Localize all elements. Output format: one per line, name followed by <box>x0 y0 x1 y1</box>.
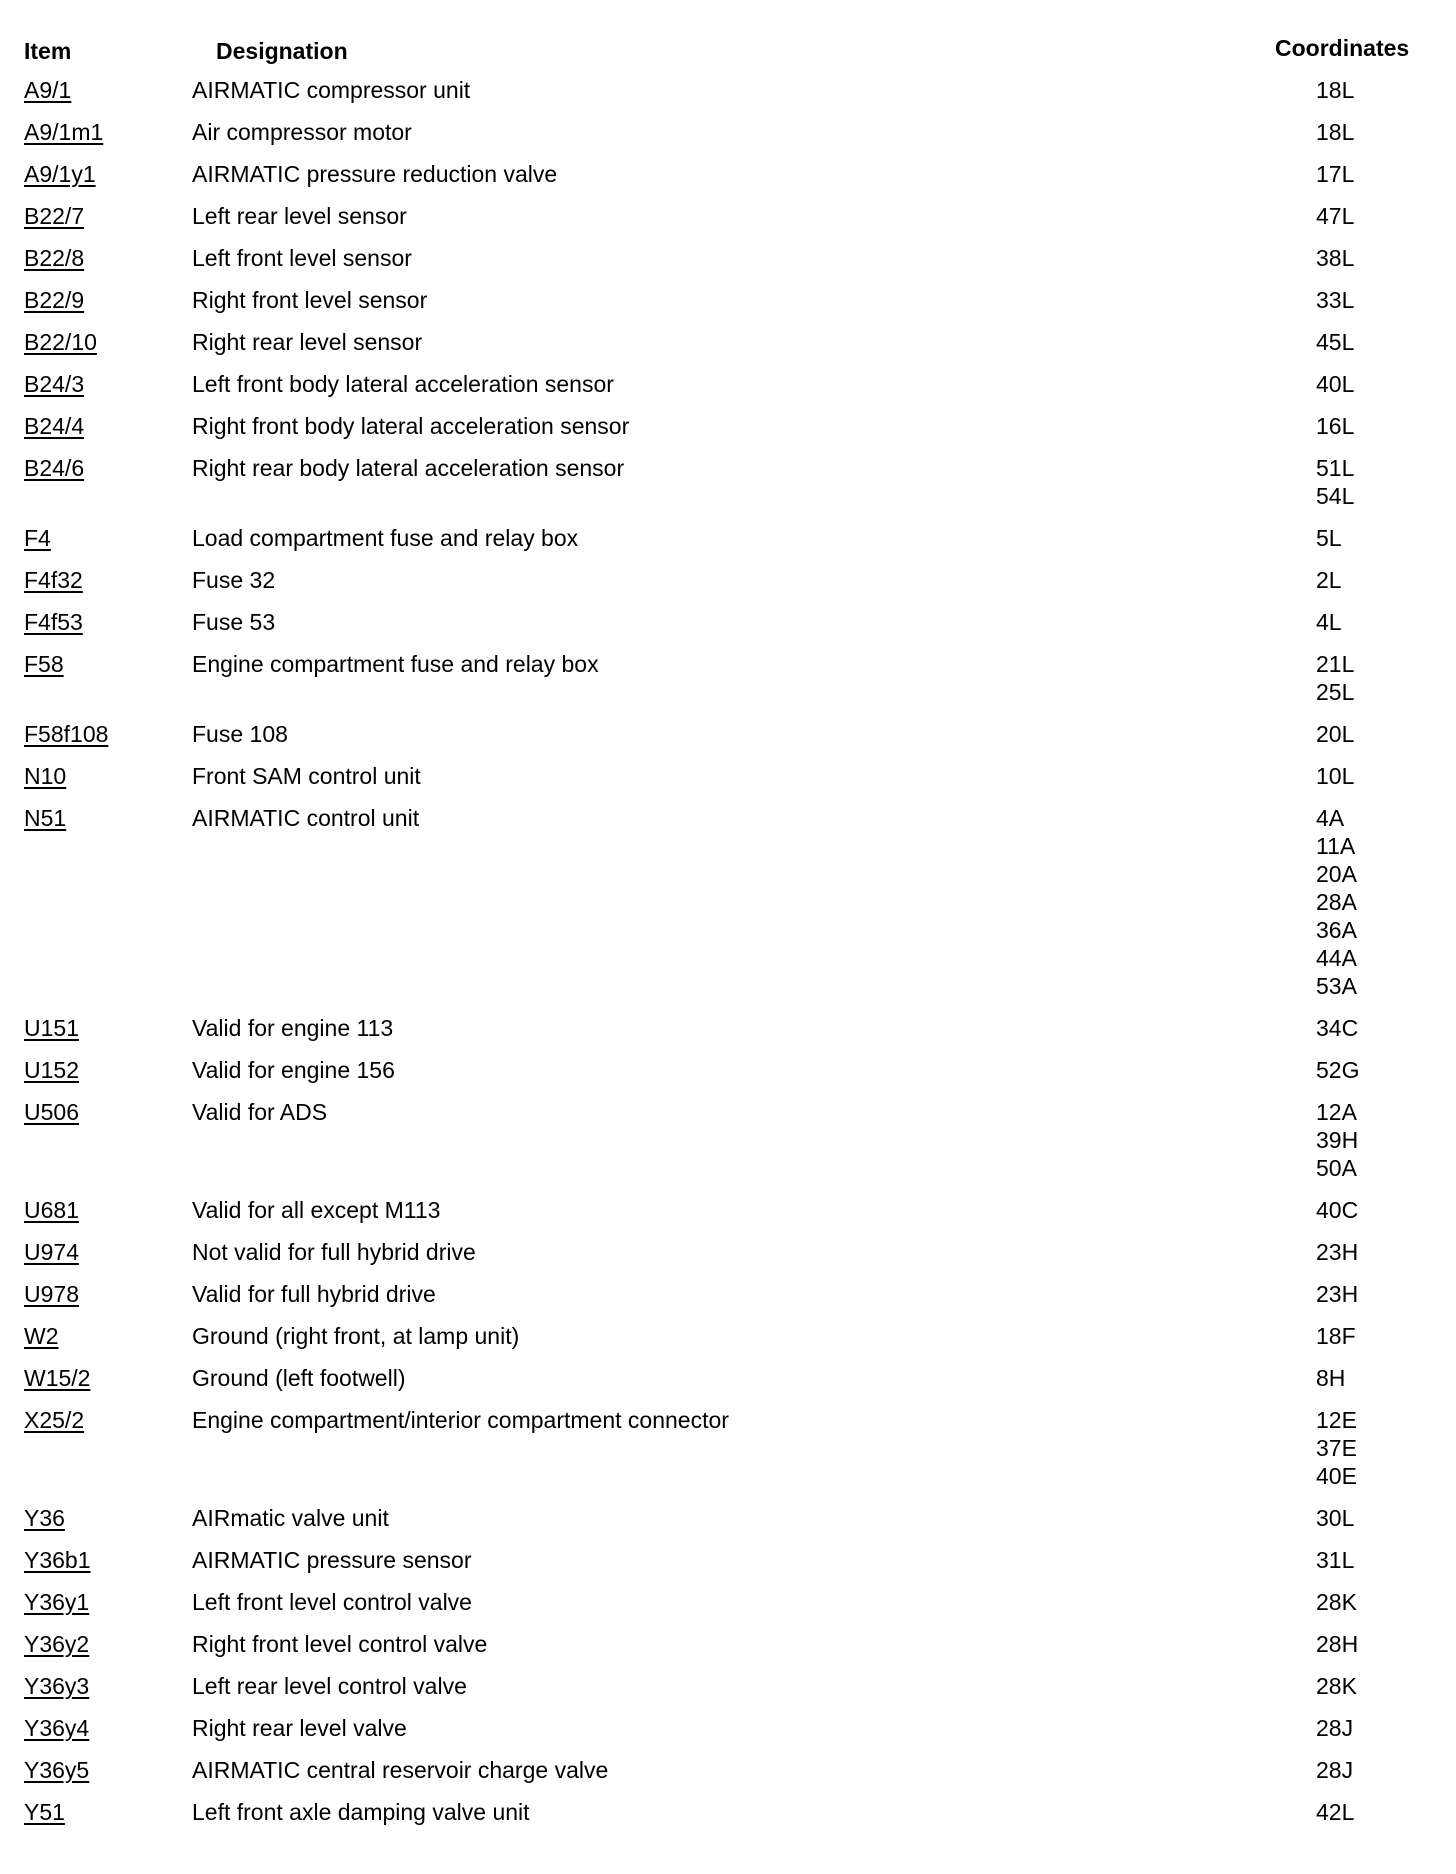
table-row <box>0 244 1456 286</box>
coordinates-cell <box>1316 1238 1436 1266</box>
item-link[interactable]: B24/3 <box>24 371 85 397</box>
coordinates-cell <box>1316 650 1436 706</box>
coordinates-cell <box>1316 160 1436 188</box>
coordinates-cell <box>1316 1588 1436 1616</box>
table-row <box>0 1714 1456 1756</box>
coordinate-value: 40C <box>1316 1197 1359 1223</box>
coordinates-cell <box>1316 1196 1436 1224</box>
coordinate-value: 30L <box>1316 1505 1355 1531</box>
coordinate-value: 20L <box>1316 721 1355 747</box>
designation-cell: Right rear level valve <box>192 1715 407 1741</box>
table-row <box>0 1504 1456 1546</box>
item-link[interactable]: U152 <box>24 1057 79 1083</box>
coordinate-value: 34C <box>1316 1015 1359 1041</box>
coordinate-value: 23H <box>1316 1239 1359 1265</box>
item-link[interactable]: B22/10 <box>24 329 97 355</box>
designation-cell: Fuse 53 <box>192 609 276 635</box>
coordinate-value: 47L <box>1316 203 1355 229</box>
item-column-header: Item <box>24 38 72 64</box>
coordinate-value: 28A <box>1316 889 1357 915</box>
coordinates-cell <box>1316 1406 1436 1490</box>
designation-cell: Left front axle damping valve unit <box>192 1799 530 1825</box>
coordinate-value: 10L <box>1316 763 1355 789</box>
item-link[interactable]: B22/7 <box>24 203 85 229</box>
designation-cell: AIRMATIC central reservoir charge valve <box>192 1757 609 1783</box>
coordinate-value: 5L <box>1316 525 1342 551</box>
coordinates-cell <box>1316 762 1436 790</box>
table-row <box>0 1098 1456 1196</box>
designation-cell: Engine compartment/interior compartment connector <box>192 1407 729 1433</box>
table-row <box>0 1588 1456 1630</box>
table-row <box>0 1280 1456 1322</box>
table-row <box>0 1056 1456 1098</box>
item-link[interactable]: W2 <box>24 1323 59 1349</box>
coordinate-value: 18L <box>1316 119 1355 145</box>
item-link[interactable]: U681 <box>24 1197 79 1223</box>
coordinates-cell <box>1316 1504 1436 1532</box>
table-row <box>0 118 1456 160</box>
designation-cell: Left front level sensor <box>192 245 412 271</box>
coordinates-cell <box>1316 1714 1436 1742</box>
coordinates-cell <box>1316 76 1436 104</box>
coordinates-cell <box>1316 804 1436 1000</box>
designation-cell: Valid for ADS <box>192 1099 328 1125</box>
coordinate-value: 21L <box>1316 651 1355 677</box>
coordinate-value: 23H <box>1316 1281 1359 1307</box>
designation-cell: Right front body lateral acceleration sensor <box>192 413 630 439</box>
item-link[interactable]: B22/9 <box>24 287 85 313</box>
coordinates-cell <box>1316 1672 1436 1700</box>
table-row <box>0 650 1456 720</box>
coordinate-value: 25L <box>1316 679 1355 705</box>
table-row <box>0 160 1456 202</box>
designation-cell: Valid for engine 156 <box>192 1057 395 1083</box>
designation-cell: Left front body lateral acceleration sensor <box>192 371 614 397</box>
table-row <box>0 76 1456 118</box>
designation-cell: Load compartment fuse and relay box <box>192 525 579 551</box>
coordinate-value: 28K <box>1316 1589 1357 1615</box>
coordinate-value: 2L <box>1316 567 1342 593</box>
table-row <box>0 1322 1456 1364</box>
coordinate-value: 4L <box>1316 609 1342 635</box>
item-link[interactable]: Y36y4 <box>24 1715 90 1741</box>
coordinate-value: 33L <box>1316 287 1355 313</box>
designation-cell: AIRMATIC control unit <box>192 805 420 831</box>
item-link[interactable]: X25/2 <box>24 1407 85 1433</box>
coordinates-cell <box>1316 328 1436 356</box>
item-link[interactable]: W15/2 <box>24 1365 91 1391</box>
coordinate-value: 12A <box>1316 1099 1357 1125</box>
coordinate-value: 28H <box>1316 1631 1359 1657</box>
coordinate-value: 28K <box>1316 1673 1357 1699</box>
coordinate-value: 8H <box>1316 1365 1346 1391</box>
designation-cell: AIRMATIC pressure sensor <box>192 1547 472 1573</box>
coordinate-value: 17L <box>1316 161 1355 187</box>
table-row <box>0 566 1456 608</box>
coordinates-cell <box>1316 1630 1436 1658</box>
coordinate-value: 16L <box>1316 413 1355 439</box>
coordinate-value: 28J <box>1316 1715 1354 1741</box>
item-link[interactable]: Y36y5 <box>24 1757 90 1783</box>
coordinates-cell <box>1316 1056 1436 1084</box>
coordinates-cell <box>1316 720 1436 748</box>
designation-cell: Ground (left footwell) <box>192 1365 406 1391</box>
designation-cell: Right rear level sensor <box>192 329 423 355</box>
coordinates-cell <box>1316 244 1436 272</box>
item-link[interactable]: Y36b1 <box>24 1547 91 1573</box>
coordinate-value: 28J <box>1316 1757 1354 1783</box>
item-link[interactable]: N10 <box>24 763 67 789</box>
component-table-body <box>0 76 1456 1840</box>
coordinate-value: 11A <box>1316 833 1356 859</box>
item-link[interactable]: F58 <box>24 651 64 677</box>
coordinates-cell <box>1316 1756 1436 1784</box>
table-row <box>0 1406 1456 1504</box>
coordinate-value: 50A <box>1316 1155 1357 1181</box>
coordinates-cell <box>1316 608 1436 636</box>
coordinate-value: 36A <box>1316 917 1357 943</box>
designation-cell: Left rear level control valve <box>192 1673 467 1699</box>
table-row <box>0 286 1456 328</box>
coordinates-column-header: Coordinates <box>1275 35 1410 61</box>
table-row <box>0 524 1456 566</box>
item-link[interactable]: Y36y3 <box>24 1673 90 1699</box>
designation-cell: AIRMATIC pressure reduction valve <box>192 161 558 187</box>
coordinates-cell <box>1316 566 1436 594</box>
designation-cell: Air compressor motor <box>192 119 412 145</box>
item-link[interactable]: Y36y1 <box>24 1589 90 1615</box>
table-row <box>0 1196 1456 1238</box>
table-row <box>0 1798 1456 1840</box>
designation-cell: Right front level sensor <box>192 287 428 313</box>
table-row <box>0 1014 1456 1056</box>
item-link[interactable]: B24/6 <box>24 455 85 481</box>
table-row <box>0 762 1456 804</box>
coordinates-cell <box>1316 286 1436 314</box>
item-link[interactable]: F4f53 <box>24 609 83 635</box>
coordinates-cell <box>1316 1280 1436 1308</box>
designation-cell: Fuse 108 <box>192 721 288 747</box>
table-row <box>0 454 1456 524</box>
item-link[interactable]: N51 <box>24 805 67 831</box>
item-link[interactable]: B24/4 <box>24 413 85 439</box>
table-row <box>0 608 1456 650</box>
coordinate-value: 54L <box>1316 483 1355 509</box>
designation-cell: Right front level control valve <box>192 1631 488 1657</box>
coordinate-value: 37E <box>1316 1435 1357 1461</box>
coordinate-value: 18L <box>1316 77 1355 103</box>
item-link[interactable]: Y51 <box>24 1799 65 1825</box>
designation-cell: Fuse 32 <box>192 567 276 593</box>
coordinate-value: 18F <box>1316 1323 1356 1349</box>
designation-cell: Ground (right front, at lamp unit) <box>192 1323 520 1349</box>
item-link[interactable]: U974 <box>24 1239 79 1265</box>
designation-cell: Right rear body lateral acceleration sensor <box>192 455 625 481</box>
table-row <box>0 370 1456 412</box>
coordinates-cell <box>1316 1798 1436 1826</box>
coordinate-value: 53A <box>1316 973 1357 999</box>
coordinate-value: 44A <box>1316 945 1357 971</box>
coordinates-cell <box>1316 202 1436 230</box>
item-link[interactable]: Y36y2 <box>24 1631 90 1657</box>
designation-cell: Not valid for full hybrid drive <box>192 1239 476 1265</box>
coordinate-value: 51L <box>1316 455 1355 481</box>
table-row <box>0 1546 1456 1588</box>
designation-cell: Valid for all except M113 <box>192 1197 441 1223</box>
coordinates-cell <box>1316 1322 1436 1350</box>
designation-cell: Valid for engine 113 <box>192 1015 394 1041</box>
designation-cell: Left rear level sensor <box>192 203 407 229</box>
designation-cell: Front SAM control unit <box>192 763 421 789</box>
item-link[interactable]: Y36 <box>24 1505 65 1531</box>
table-row <box>0 804 1456 1014</box>
coordinates-cell <box>1316 1546 1436 1574</box>
coordinates-cell <box>1316 454 1436 510</box>
coordinate-value: 52G <box>1316 1057 1360 1083</box>
item-link[interactable]: F4f32 <box>24 567 83 593</box>
coordinate-value: 45L <box>1316 329 1355 355</box>
table-row <box>0 412 1456 454</box>
item-link[interactable]: A9/1m1 <box>24 119 104 145</box>
coordinates-cell <box>1316 118 1436 146</box>
table-row <box>0 328 1456 370</box>
item-link[interactable]: A9/1 <box>24 77 72 103</box>
item-link[interactable]: U151 <box>24 1015 79 1041</box>
table-header <box>0 0 1456 70</box>
item-link[interactable]: F4 <box>24 525 51 551</box>
coordinates-cell <box>1316 1098 1436 1182</box>
table-row <box>0 1364 1456 1406</box>
coordinates-cell <box>1316 412 1436 440</box>
coordinates-cell <box>1316 524 1436 552</box>
coordinates-cell <box>1316 370 1436 398</box>
table-row <box>0 720 1456 762</box>
designation-cell: Valid for full hybrid drive <box>192 1281 436 1307</box>
coordinate-value: 39H <box>1316 1127 1359 1153</box>
table-row <box>0 1630 1456 1672</box>
item-link[interactable]: F58f108 <box>24 721 109 747</box>
designation-cell: AIRmatic valve unit <box>192 1505 389 1531</box>
table-row <box>0 1672 1456 1714</box>
item-link[interactable]: A9/1y1 <box>24 161 96 187</box>
coordinates-cell <box>1316 1014 1436 1042</box>
designation-cell: Engine compartment fuse and relay box <box>192 651 599 677</box>
coordinate-value: 42L <box>1316 1799 1355 1825</box>
coordinate-value: 4A <box>1316 805 1345 831</box>
coordinate-value: 40E <box>1316 1463 1357 1489</box>
designation-cell: AIRMATIC compressor unit <box>192 77 471 103</box>
coordinate-value: 38L <box>1316 245 1355 271</box>
table-row <box>0 1238 1456 1280</box>
designation-cell: Left front level control valve <box>192 1589 472 1615</box>
table-row <box>0 202 1456 244</box>
item-link[interactable]: B22/8 <box>24 245 85 271</box>
item-link[interactable]: U506 <box>24 1099 79 1125</box>
coordinate-value: 12E <box>1316 1407 1357 1433</box>
designation-column-header: Designation <box>216 38 348 64</box>
coordinate-value: 20A <box>1316 861 1357 887</box>
coordinates-cell <box>1316 1364 1436 1392</box>
item-link[interactable]: U978 <box>24 1281 79 1307</box>
table-row <box>0 1756 1456 1798</box>
coordinate-value: 40L <box>1316 371 1355 397</box>
coordinate-value: 31L <box>1316 1547 1355 1573</box>
